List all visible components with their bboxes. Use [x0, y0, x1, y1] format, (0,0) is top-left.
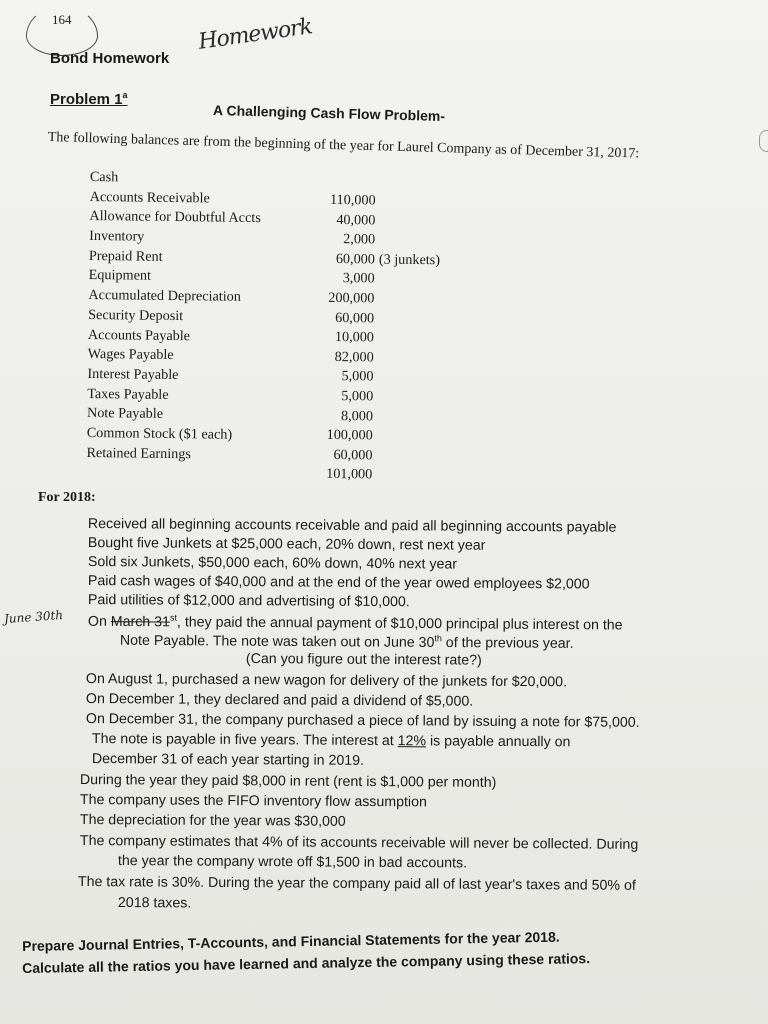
- text-span: On: [87, 613, 111, 630]
- problem-label: [50, 90, 128, 108]
- transaction-line: December 31 of each year starting in 2019.: [91, 751, 365, 769]
- superscript: th: [434, 633, 442, 644]
- account-name: Note Payable: [86, 405, 164, 423]
- account-name: Prepaid Rent: [88, 247, 163, 265]
- account-amount: 60,000: [335, 250, 376, 268]
- superscript: st: [169, 612, 178, 623]
- account-amount: 2,000: [343, 231, 376, 248]
- account-amount-row: [312, 308, 439, 329]
- problem-intro: The following balances are from the beginning of the year for Laurel Company as of December 31, 2017:: [47, 130, 640, 162]
- transaction-line: [92, 731, 571, 750]
- transaction-line: the year the company wrote off $1,500 in bad accounts.: [117, 853, 468, 872]
- account-amount-row: [311, 406, 438, 427]
- text-span: , they paid the annual payment of $10,000 principal plus interest on the: [176, 614, 623, 634]
- account-name: Accounts Receivable: [89, 188, 210, 207]
- account-amount-row: [313, 191, 440, 212]
- transaction-line: During the year they paid $8,000 in rent (rent is $1,000 per month): [79, 772, 497, 791]
- account-name: Wages Payable: [87, 346, 174, 364]
- account-amount: 101,000: [326, 466, 373, 483]
- account-amount-row: [313, 269, 440, 290]
- account-name: Cash: [89, 168, 119, 186]
- page-edge-mark: [759, 130, 768, 152]
- balance-list: [86, 168, 490, 483]
- page-number: 164: [52, 12, 72, 27]
- account-amount-row: [311, 426, 438, 447]
- instructions-line-2: Calculate all the ratios you have learned and analyze the company using these ratios.: [22, 950, 591, 976]
- transaction-line: On December 1, they declared and paid a dividend of $5,000.: [85, 691, 474, 710]
- account-name: Accounts Payable: [87, 326, 191, 344]
- account-amount-row: [310, 445, 437, 466]
- account-name: Common Stock ($1 each): [86, 424, 233, 443]
- text-span: of the previous year.: [441, 634, 574, 652]
- text-span: Note Payable. The note was taken out on June 30: [119, 632, 435, 651]
- account-amount-row: [313, 250, 440, 271]
- account-amount: 40,000: [336, 211, 376, 229]
- account-amount: 3,000: [342, 270, 375, 287]
- transaction-line: The company uses the FIFO inventory flow assumption: [79, 792, 427, 811]
- account-amount: 200,000: [328, 289, 375, 307]
- account-amount: 100,000: [326, 427, 373, 444]
- account-amount: 82,000: [334, 348, 374, 366]
- transaction-line: The tax rate is 30%. During the year the company paid all of last year's taxes and 50% of: [77, 874, 636, 894]
- account-amount-row: [312, 347, 439, 368]
- account-amount: 5,000: [341, 368, 374, 385]
- account-amount-row: [313, 230, 440, 251]
- account-name: Allowance for Doubtful Accts: [89, 208, 261, 227]
- transaction-line: Paid utilities of $12,000 and advertising of $10,000.: [87, 592, 410, 611]
- account-names: [86, 168, 261, 465]
- account-name: Accumulated Depreciation: [88, 287, 241, 305]
- account-amount: 60,000: [333, 446, 373, 464]
- struck-text: March 31: [110, 613, 171, 631]
- year-heading: For 2018:: [38, 490, 96, 505]
- account-name: Equipment: [88, 267, 152, 285]
- transaction-line: (Can you figure out the interest rate?): [245, 651, 482, 669]
- account-name: Taxes Payable: [87, 385, 169, 403]
- transaction-line: On August 1, purchased a new wagon for delivery of the junkets for $20,000.: [85, 671, 568, 691]
- instructions-line-1: Prepare Journal Entries, T-Accounts, and Financial Statements for the year 2018.: [22, 928, 560, 954]
- account-amount: 60,000: [335, 309, 375, 327]
- transaction-line: Received all beginning accounts receivable and paid all beginning accounts payable: [87, 516, 617, 536]
- handwritten-signature: Homework: [196, 14, 314, 55]
- account-amount-row: [312, 328, 439, 349]
- account-amount-row: [313, 210, 440, 231]
- account-note: (3 junkets): [378, 251, 441, 269]
- transaction-line: The depreciation for the year was $30,000: [79, 812, 346, 830]
- transaction-line: [88, 612, 623, 633]
- account-amount-row: [311, 387, 438, 408]
- homework-title: Bond Homework: [50, 50, 170, 67]
- text-span: The note is payable in five years. The interest at: [91, 731, 398, 750]
- account-amount: 8,000: [340, 407, 374, 425]
- account-amount: 10,000: [334, 329, 375, 346]
- handwritten-date-note: June 30th: [3, 607, 64, 627]
- transaction-line: [120, 631, 574, 652]
- account-amount-row: [310, 465, 437, 486]
- account-amounts: [310, 191, 441, 486]
- account-amount-row: [311, 367, 438, 388]
- account-amount: 5,000: [341, 388, 374, 405]
- account-name: Security Deposit: [88, 306, 184, 324]
- account-name: Interest Payable: [87, 365, 179, 383]
- transaction-line: The company estimates that 4% of its accounts receivable will never be collected. During: [79, 833, 639, 853]
- account-amount: 110,000: [329, 191, 376, 209]
- transaction-line: Paid cash wages of $40,000 and at the end of the year owed employees $2,000: [87, 573, 590, 593]
- transaction-line: Bought five Junkets at $25,000 each, 20% down, rest next year: [87, 535, 486, 554]
- underlined-rate: 12%: [397, 733, 427, 750]
- problem-label-text: Problem 1: [50, 91, 123, 108]
- problem-title: A Challenging Cash Flow Problem-: [212, 101, 446, 125]
- account-name: Retained Earnings: [86, 444, 192, 462]
- transaction-line: Sold six Junkets, $50,000 each, 60% down, 40% next year: [87, 554, 458, 573]
- text-span: is payable annually on: [426, 733, 571, 751]
- problem-label-sup: a: [122, 90, 128, 100]
- transaction-line: On December 31, the company purchased a piece of land by issuing a note for $75,000.: [85, 711, 640, 731]
- account-name: Inventory: [89, 228, 145, 245]
- transaction-line: 2018 taxes.: [117, 895, 192, 912]
- account-amount-row: [312, 289, 439, 310]
